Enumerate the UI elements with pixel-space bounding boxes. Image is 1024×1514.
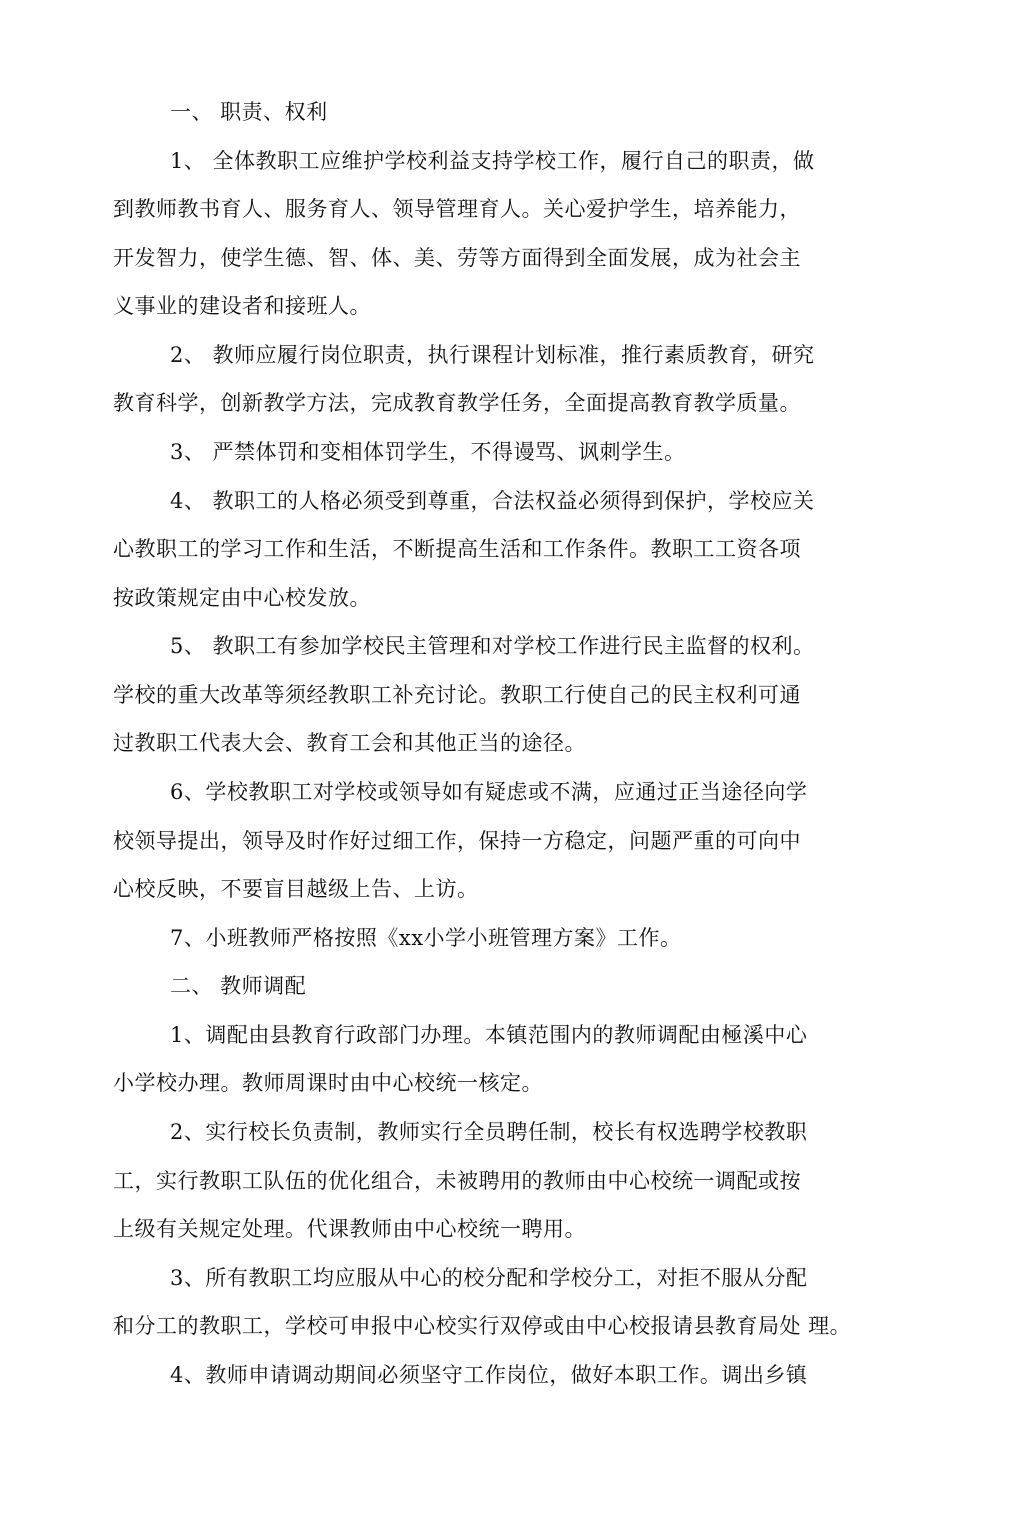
paragraph-line: 1、调配由县教育行政部门办理。本镇范围内的教师调配由極溪中心 <box>170 1023 808 1047</box>
paragraph-line: 心教职工的学习工作和生活，不断提高生活和工作条件。教职工工资各项 <box>113 537 801 561</box>
paragraph-line: 2、实行校长负责制，教师实行全员聘任制，校长有权选聘学校教职 <box>170 1120 808 1144</box>
paragraph-line: 开发智力，使学生德、智、体、美、劳等方面得到全面发展，成为社会主 <box>113 246 801 270</box>
paragraph-line: 3、所有教职工均应服从中心的校分配和学校分工，对拒不服从分配 <box>170 1266 808 1290</box>
paragraph-line: 过教职工代表大会、教育工会和其他正当的途径。 <box>113 731 586 755</box>
paragraph-line: 工，实行教职工队伍的优化组合，未被聘用的教师由中心校统一调配或按 <box>113 1169 801 1193</box>
paragraph-line: 和分工的教职工，学校可申报中心校实行双停或由中心校报请县教育局处 理。 <box>113 1314 852 1338</box>
paragraph-line: 义事业的建设者和接班人。 <box>113 294 371 318</box>
paragraph-line: 7、小班教师严格按照《xx小学小班管理方案》工作。 <box>170 926 682 950</box>
paragraph-line: 按政策规定由中心校发放。 <box>113 586 371 610</box>
paragraph-line: 上级有关规定处理。代课教师由中心校统一聘用。 <box>113 1217 586 1241</box>
paragraph-line: 教育科学，创新教学方法，完成教育教学任务，全面提高教育教学质量。 <box>113 391 801 415</box>
paragraph-line: 6、学校教职工对学校或领导如有疑虑或不满，应通过正当途径向学 <box>170 780 808 804</box>
section-heading-teacher-allocation: 二、 教师调配 <box>170 974 307 998</box>
paragraph-line: 心校反映，不要盲目越级上告、上访。 <box>113 877 479 901</box>
paragraph-line: 1、 全体教职工应维护学校利益支持学校工作，履行自己的职责，做 <box>170 149 815 173</box>
paragraph-line: 校领导提出，领导及时作好过细工作，保持一方稳定，问题严重的可向中 <box>113 829 801 853</box>
paragraph-line: 小学校办理。教师周课时由中心校统一核定。 <box>113 1071 543 1095</box>
paragraph-line: 学校的重大改革等须经教职工补充讨论。教职工行使自己的民主权利可通 <box>113 683 801 707</box>
section-heading-responsibilities: 一、 职责、权利 <box>170 100 328 124</box>
paragraph-line: 4、 教职工的人格必须受到尊重，合法权益必须得到保护，学校应关 <box>170 489 815 513</box>
paragraph-line: 2、 教师应履行岗位职责，执行课程计划标准，推行素质教育，研究 <box>170 343 815 367</box>
paragraph-line: 5、 教职工有参加学校民主管理和对学校工作进行民主监督的权利。 <box>170 634 815 658</box>
paragraph-line: 3、 严禁体罚和变相体罚学生，不得谩骂、讽刺学生。 <box>170 440 686 464</box>
paragraph-line: 4、教师申请调动期间必须坚守工作岗位，做好本职工作。调出乡镇 <box>170 1363 808 1387</box>
paragraph-line: 到教师教书育人、服务育人、领导管理育人。关心爱护学生，培养能力， <box>113 197 801 221</box>
